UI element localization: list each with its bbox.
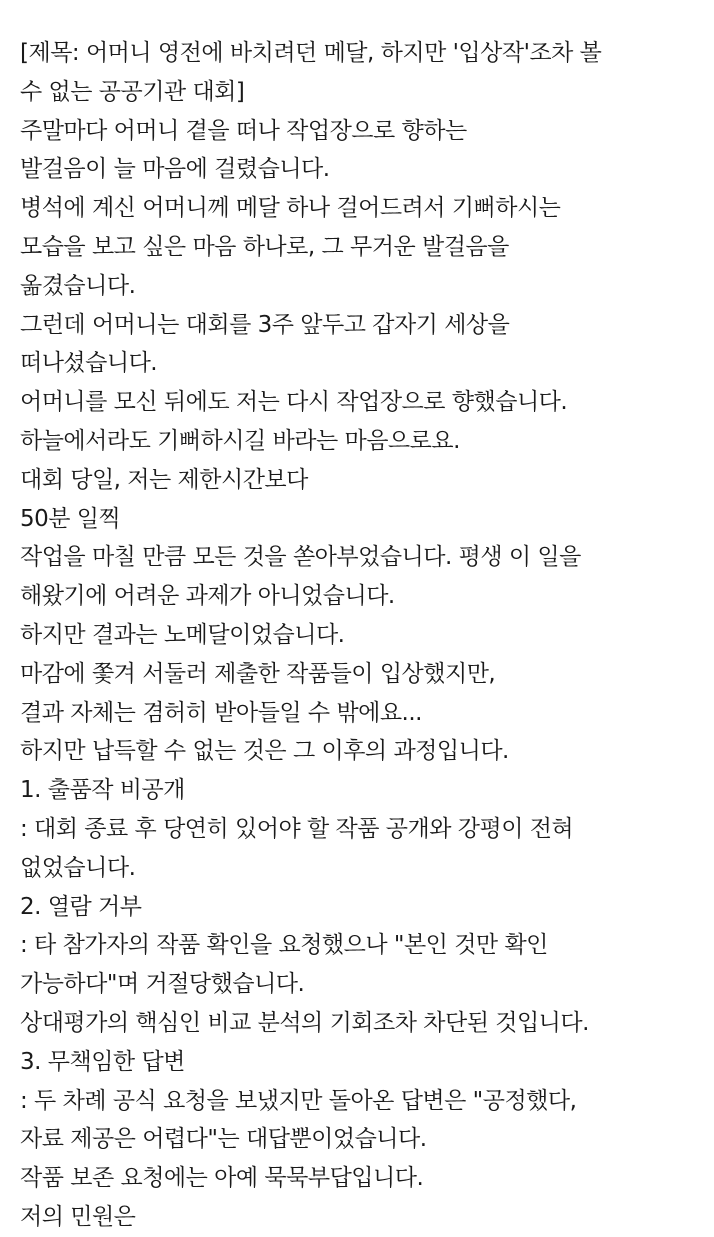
text-line: 어머니를 모신 뒤에도 저는 다시 작업장으로 향했습니다. (20, 389, 568, 416)
text-line: 떠나셨습니다. (20, 350, 158, 377)
text-line: 가능하다"며 거절당했습니다. (20, 971, 305, 998)
text-line: 저의 민원은 (20, 1203, 136, 1230)
text-line: 없었습니다. (20, 854, 136, 881)
text-line: 하지만 납득할 수 없는 것은 그 이후의 과정입니다. (20, 738, 509, 765)
text-line: 작품 보존 요청에는 아예 묵묵부답입니다. (20, 1165, 424, 1192)
title-line-2: 수 없는 공공기관 대회] (20, 78, 245, 105)
title-line-1: [제목: 어머니 영전에 바치려던 메달, 하지만 '입상작'조차 볼 (20, 40, 602, 66)
text-line: : 대회 종료 후 당연히 있어야 할 작품 공개와 강평이 전혀 (20, 815, 574, 842)
text-line: 자료 제공은 어렵다"는 대답뿐이었습니다. (20, 1126, 427, 1153)
text-line: 주말마다 어머니 곁을 떠나 작업장으로 향하는 (20, 117, 467, 144)
list-heading-3: 3. 무책임한 답변 (20, 1048, 185, 1075)
text-line: 결과 자체는 겸허히 받아들일 수 밖에요... (20, 699, 422, 726)
text-line: : 타 참가자의 작품 확인을 요청했으나 "본인 것만 확인 (20, 932, 548, 959)
text-line: 해왔기에 어려운 과제가 아니었습니다. (20, 583, 395, 610)
text-line: 모습을 보고 싶은 마음 하나로, 그 무거운 발걸음을 (20, 233, 509, 260)
text-line: 마감에 쫓겨 서둘러 제출한 작품들이 입상했지만, (20, 660, 496, 687)
text-line: 작업을 마칠 만큼 모든 것을 쏟아부었습니다. 평생 이 일을 (20, 544, 581, 571)
text-line: 옮겼습니다. (20, 272, 136, 299)
text-line: 상대평가의 핵심인 비교 분석의 기회조차 차단된 것입니다. (20, 1009, 589, 1036)
text-line: : 두 차례 공식 요청을 보냈지만 돌아온 답변은 "공정했다, (20, 1087, 577, 1114)
text-line: 발걸음이 늘 마음에 걸렸습니다. (20, 156, 330, 183)
text-line: 하지만 결과는 노메달이었습니다. (20, 621, 345, 648)
list-heading-2: 2. 열람 거부 (20, 893, 142, 920)
text-line: 대회 당일, 저는 제한시간보다 (20, 466, 308, 493)
list-heading-1: 1. 출품작 비공개 (20, 777, 185, 804)
text-line: 그런데 어머니는 대회를 3주 앞두고 갑자기 세상을 (20, 311, 510, 338)
text-line: 병석에 계신 어머니께 메달 하나 걸어드려서 기뻐하시는 (20, 195, 561, 222)
text-line: 50분 일찍 (20, 505, 121, 532)
text-line: 하늘에서라도 기뻐하시길 바라는 마음으로요. (20, 427, 460, 454)
